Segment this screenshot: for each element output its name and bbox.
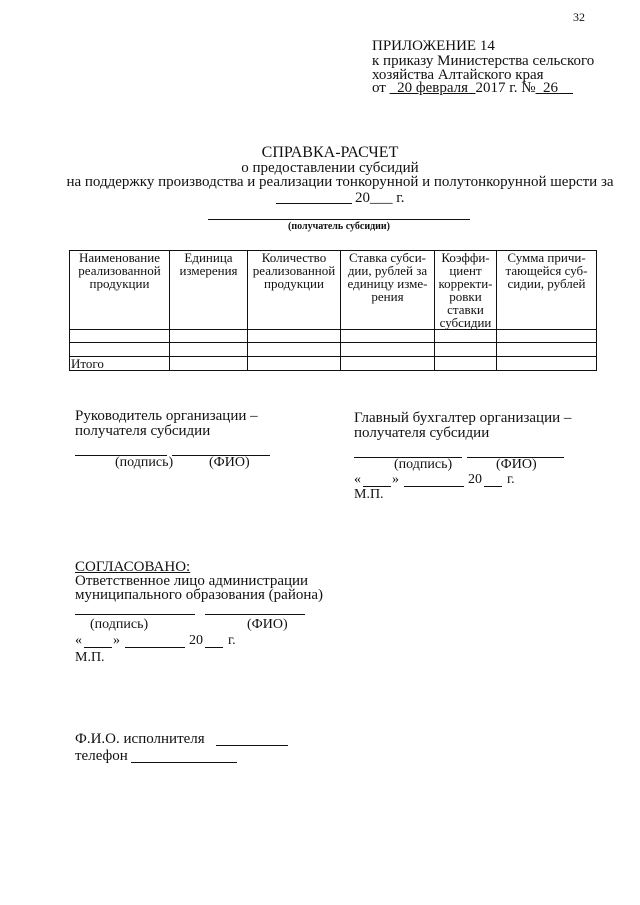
agreed-stamp: М.П.: [75, 650, 105, 665]
period-blank-line[interactable]: [276, 203, 352, 204]
accountant-month-line[interactable]: [404, 486, 464, 487]
header-quantity: Количество реализованной продукции: [248, 251, 341, 330]
date-prefix: от: [372, 80, 386, 96]
appendix-order-line: к приказу Министерства сельского: [372, 53, 595, 69]
accountant-date-open: «: [354, 472, 361, 487]
agreed-date-open: «: [75, 633, 82, 648]
table-cell[interactable]: [248, 330, 341, 343]
table-cell[interactable]: [497, 343, 597, 357]
document-subtitle-1: о предоставлении субсидий: [241, 160, 419, 176]
table-row: [70, 330, 597, 343]
subsidy-table: [69, 250, 597, 371]
accountant-label-2: получателя субсидии: [354, 425, 490, 441]
document-subtitle-2: на поддержку производства и реализации тонкорунной и полутонкорунной шерсти за: [66, 174, 614, 190]
table-cell[interactable]: [341, 343, 435, 357]
date-value: 20 февраля: [397, 80, 468, 96]
header-amount: Сумма причи-тающейся суб-сидии, рублей: [497, 251, 597, 330]
table-cell[interactable]: [248, 357, 341, 371]
executor-name-label: Ф.И.О. исполнителя: [75, 731, 205, 747]
table-cell[interactable]: [341, 330, 435, 343]
total-label: Итого: [70, 357, 170, 371]
table-cell[interactable]: [170, 330, 248, 343]
accountant-year: 20: [468, 472, 482, 487]
header-rate: Ставка субси-дии, рублей за единицу изме-рения: [341, 251, 435, 330]
agreed-name-caption: (ФИО): [247, 617, 288, 632]
table-header-row: [70, 251, 597, 330]
appendix-title: ПРИЛОЖЕНИЕ 14: [372, 38, 495, 54]
head-label-2: получателя субсидии: [75, 423, 211, 439]
header-coefficient: Коэффи-циент корректи-ровки ставки субсидии: [435, 251, 497, 330]
appendix-date-line: [372, 80, 573, 97]
accountant-date-close: »: [392, 472, 399, 487]
table-row: [70, 343, 597, 357]
agreed-year-suffix: г.: [228, 633, 236, 648]
accountant-signature-caption: (подпись): [394, 457, 453, 472]
header-product-name: Наименование реализованной продукции: [70, 251, 170, 330]
head-signature-caption: (подпись): [115, 455, 174, 470]
agreed-title: СОГЛАСОВАНО:: [75, 559, 191, 575]
table-cell[interactable]: [70, 330, 170, 343]
agreed-year: 20: [189, 633, 203, 648]
table-cell[interactable]: [248, 343, 341, 357]
agreed-month-line[interactable]: [125, 647, 185, 648]
table-cell[interactable]: [170, 357, 248, 371]
executor-name-line[interactable]: [216, 745, 288, 746]
agreed-year-line[interactable]: [205, 647, 223, 648]
head-name-caption: (ФИО): [209, 455, 250, 470]
order-number: 26: [543, 80, 559, 96]
document-title: СПРАВКА-РАСЧЕТ: [261, 144, 399, 161]
table-cell[interactable]: [435, 357, 497, 371]
table-cell[interactable]: [435, 330, 497, 343]
accountant-year-line[interactable]: [484, 486, 502, 487]
table-cell[interactable]: [497, 357, 597, 371]
appendix-ministry-line: хозяйства Алтайского края: [372, 67, 544, 83]
head-label-1: Руководитель организации –: [75, 408, 258, 424]
executor-phone-label: телефон: [75, 748, 128, 764]
table-cell[interactable]: [70, 343, 170, 357]
table-cell[interactable]: [170, 343, 248, 357]
recipient-caption: (получатель субсидии): [288, 221, 390, 232]
year-number: 2017 г. №: [475, 80, 536, 96]
header-unit: Единица измерения: [170, 251, 248, 330]
accountant-label-1: Главный бухгалтер организации –: [354, 410, 572, 426]
agreed-label-1: Ответственное лицо администрации: [75, 573, 309, 589]
agreed-day-line[interactable]: [84, 647, 112, 648]
accountant-name-caption: (ФИО): [496, 457, 537, 472]
agreed-name-line[interactable]: [205, 614, 305, 615]
table-cell[interactable]: [435, 343, 497, 357]
agreed-signature-line[interactable]: [75, 614, 195, 615]
accountant-year-suffix: г.: [507, 472, 515, 487]
executor-phone-line[interactable]: [131, 762, 237, 763]
agreed-date-close: »: [113, 633, 120, 648]
recipient-line[interactable]: [208, 219, 470, 220]
agreed-signature-caption: (подпись): [90, 617, 149, 632]
page-number: 32: [573, 10, 585, 24]
table-cell[interactable]: [497, 330, 597, 343]
agreed-label-2: муниципального образования (района): [75, 587, 324, 603]
table-cell[interactable]: [341, 357, 435, 371]
period-year: 20___ г.: [355, 190, 405, 206]
accountant-stamp: М.П.: [354, 487, 384, 502]
table-total-row: [70, 357, 597, 371]
